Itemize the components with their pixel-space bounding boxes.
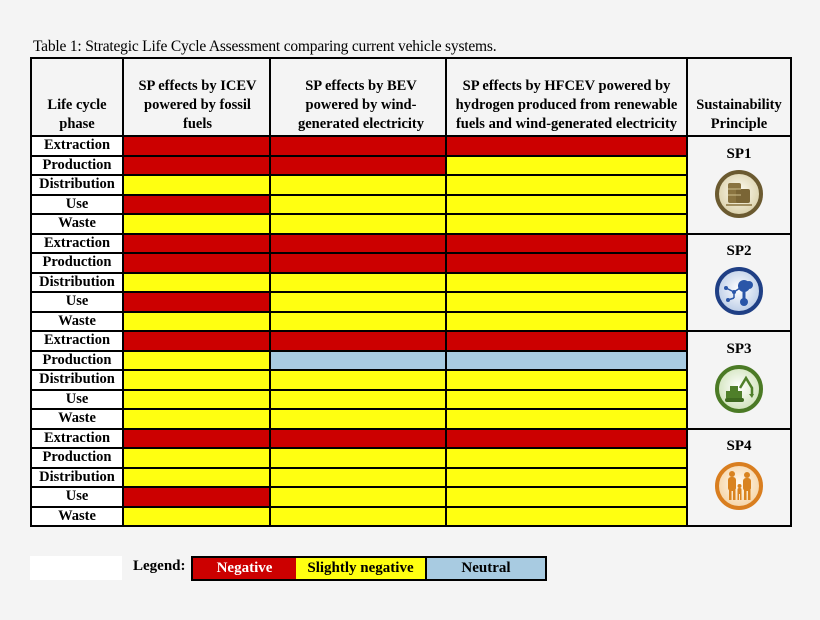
table-row: [31, 351, 791, 371]
hfcev-effect-cell: [446, 351, 687, 371]
table-row: [31, 136, 791, 156]
sustainability-principle-cell: [687, 331, 791, 429]
table-row: [31, 156, 791, 176]
phase-cell: Distribution: [31, 175, 123, 195]
phase-cell: Distribution: [31, 273, 123, 293]
hfcev-effect-cell: [446, 214, 687, 234]
legend-blank-box: [30, 556, 122, 580]
bev-effect-cell: [270, 370, 446, 390]
phase-cell: Extraction: [31, 136, 123, 156]
hfcev-effect-cell: [446, 331, 687, 351]
bev-effect-cell: [270, 331, 446, 351]
legend-negative: Negative: [191, 556, 298, 581]
legend-neutral: Neutral: [427, 556, 547, 581]
bev-effect-cell: [270, 390, 446, 410]
hfcev-effect-cell: [446, 370, 687, 390]
phase-cell: Production: [31, 156, 123, 176]
phase-cell: Use: [31, 487, 123, 507]
icev-effect-cell: [123, 214, 270, 234]
bev-effect-cell: [270, 312, 446, 332]
table-row: [31, 331, 791, 351]
phase-cell: Waste: [31, 507, 123, 527]
phase-cell: Extraction: [31, 234, 123, 254]
header-icev: SP effects by ICEV powered by fossil fuels: [123, 58, 270, 136]
icev-effect-cell: [123, 331, 270, 351]
header-bev: SP effects by BEV powered by wind-generated electricity: [270, 58, 446, 136]
hfcev-effect-cell: [446, 195, 687, 215]
phase-cell: Distribution: [31, 468, 123, 488]
hfcev-effect-cell: [446, 292, 687, 312]
icev-effect-cell: [123, 253, 270, 273]
bev-effect-cell: [270, 175, 446, 195]
icev-effect-cell: [123, 195, 270, 215]
hfcev-effect-cell: [446, 156, 687, 176]
icev-effect-cell: [123, 468, 270, 488]
bev-effect-cell: [270, 273, 446, 293]
table-row: [31, 273, 791, 293]
icev-effect-cell: [123, 429, 270, 449]
bev-effect-cell: [270, 507, 446, 527]
sp-label: SP4: [726, 438, 752, 455]
table-caption: Table 1: Strategic Life Cycle Assessment comparing current vehicle systems.: [33, 38, 497, 55]
hfcev-effect-cell: [446, 448, 687, 468]
table-row: [31, 214, 791, 234]
table-row: [31, 253, 791, 273]
hfcev-effect-cell: [446, 429, 687, 449]
assessment-table: [30, 57, 792, 527]
sp-label: SP1: [726, 145, 752, 162]
phase-cell: Extraction: [31, 429, 123, 449]
phase-cell: Use: [31, 195, 123, 215]
header-hfcev: SP effects by HFCEV powered by hydrogen produced from renewable fuels and wind-generated electricity: [446, 58, 687, 136]
icev-effect-cell: [123, 507, 270, 527]
hfcev-effect-cell: [446, 409, 687, 429]
phase-cell: Use: [31, 390, 123, 410]
bev-effect-cell: [270, 253, 446, 273]
family-icon: [714, 461, 764, 511]
sustainability-principle-cell: [687, 136, 791, 234]
table-row: [31, 468, 791, 488]
bev-effect-cell: [270, 195, 446, 215]
icev-effect-cell: [123, 273, 270, 293]
phase-cell: Distribution: [31, 370, 123, 390]
sp-label: SP3: [726, 340, 752, 357]
phase-cell: Waste: [31, 312, 123, 332]
bev-effect-cell: [270, 136, 446, 156]
bev-effect-cell: [270, 214, 446, 234]
icev-effect-cell: [123, 175, 270, 195]
icev-effect-cell: [123, 409, 270, 429]
icev-effect-cell: [123, 292, 270, 312]
icev-effect-cell: [123, 156, 270, 176]
hfcev-effect-cell: [446, 273, 687, 293]
hfcev-effect-cell: [446, 136, 687, 156]
phase-cell: Production: [31, 448, 123, 468]
table-row: [31, 448, 791, 468]
table-row: [31, 195, 791, 215]
icev-effect-cell: [123, 312, 270, 332]
excavator-icon: [714, 364, 764, 414]
table-row: [31, 390, 791, 410]
icev-effect-cell: [123, 234, 270, 254]
bev-effect-cell: [270, 487, 446, 507]
resources-icon: [714, 169, 764, 219]
hfcev-effect-cell: [446, 390, 687, 410]
bev-effect-cell: [270, 468, 446, 488]
hfcev-effect-cell: [446, 175, 687, 195]
phase-cell: Production: [31, 253, 123, 273]
icev-effect-cell: [123, 487, 270, 507]
phase-cell: Production: [31, 351, 123, 371]
header-sustainability-principle: Sustainability Principle: [687, 58, 791, 136]
icev-effect-cell: [123, 370, 270, 390]
table-row: [31, 234, 791, 254]
molecule-icon: [714, 266, 764, 316]
phase-cell: Use: [31, 292, 123, 312]
bev-effect-cell: [270, 448, 446, 468]
table-row: [31, 370, 791, 390]
table-row: [31, 429, 791, 449]
table-row: [31, 507, 791, 527]
bev-effect-cell: [270, 234, 446, 254]
bev-effect-cell: [270, 409, 446, 429]
icev-effect-cell: [123, 448, 270, 468]
sustainability-principle-cell: [687, 234, 791, 332]
sp-label: SP2: [726, 243, 752, 260]
bev-effect-cell: [270, 429, 446, 449]
sustainability-principle-cell: [687, 429, 791, 527]
bev-effect-cell: [270, 156, 446, 176]
legend-slightly-negative: Slightly negative: [296, 556, 427, 581]
icev-effect-cell: [123, 390, 270, 410]
bev-effect-cell: [270, 292, 446, 312]
hfcev-effect-cell: [446, 487, 687, 507]
table-row: [31, 175, 791, 195]
icev-effect-cell: [123, 136, 270, 156]
hfcev-effect-cell: [446, 468, 687, 488]
legend-label: Legend:: [133, 558, 186, 574]
table-row: [31, 312, 791, 332]
hfcev-effect-cell: [446, 234, 687, 254]
table-row: [31, 487, 791, 507]
phase-cell: Extraction: [31, 331, 123, 351]
icev-effect-cell: [123, 351, 270, 371]
hfcev-effect-cell: [446, 507, 687, 527]
phase-cell: Waste: [31, 409, 123, 429]
header-phase: Life cycle phase: [31, 58, 123, 136]
table-row: [31, 409, 791, 429]
hfcev-effect-cell: [446, 253, 687, 273]
phase-cell: Waste: [31, 214, 123, 234]
hfcev-effect-cell: [446, 312, 687, 332]
table-row: [31, 292, 791, 312]
bev-effect-cell: [270, 351, 446, 371]
